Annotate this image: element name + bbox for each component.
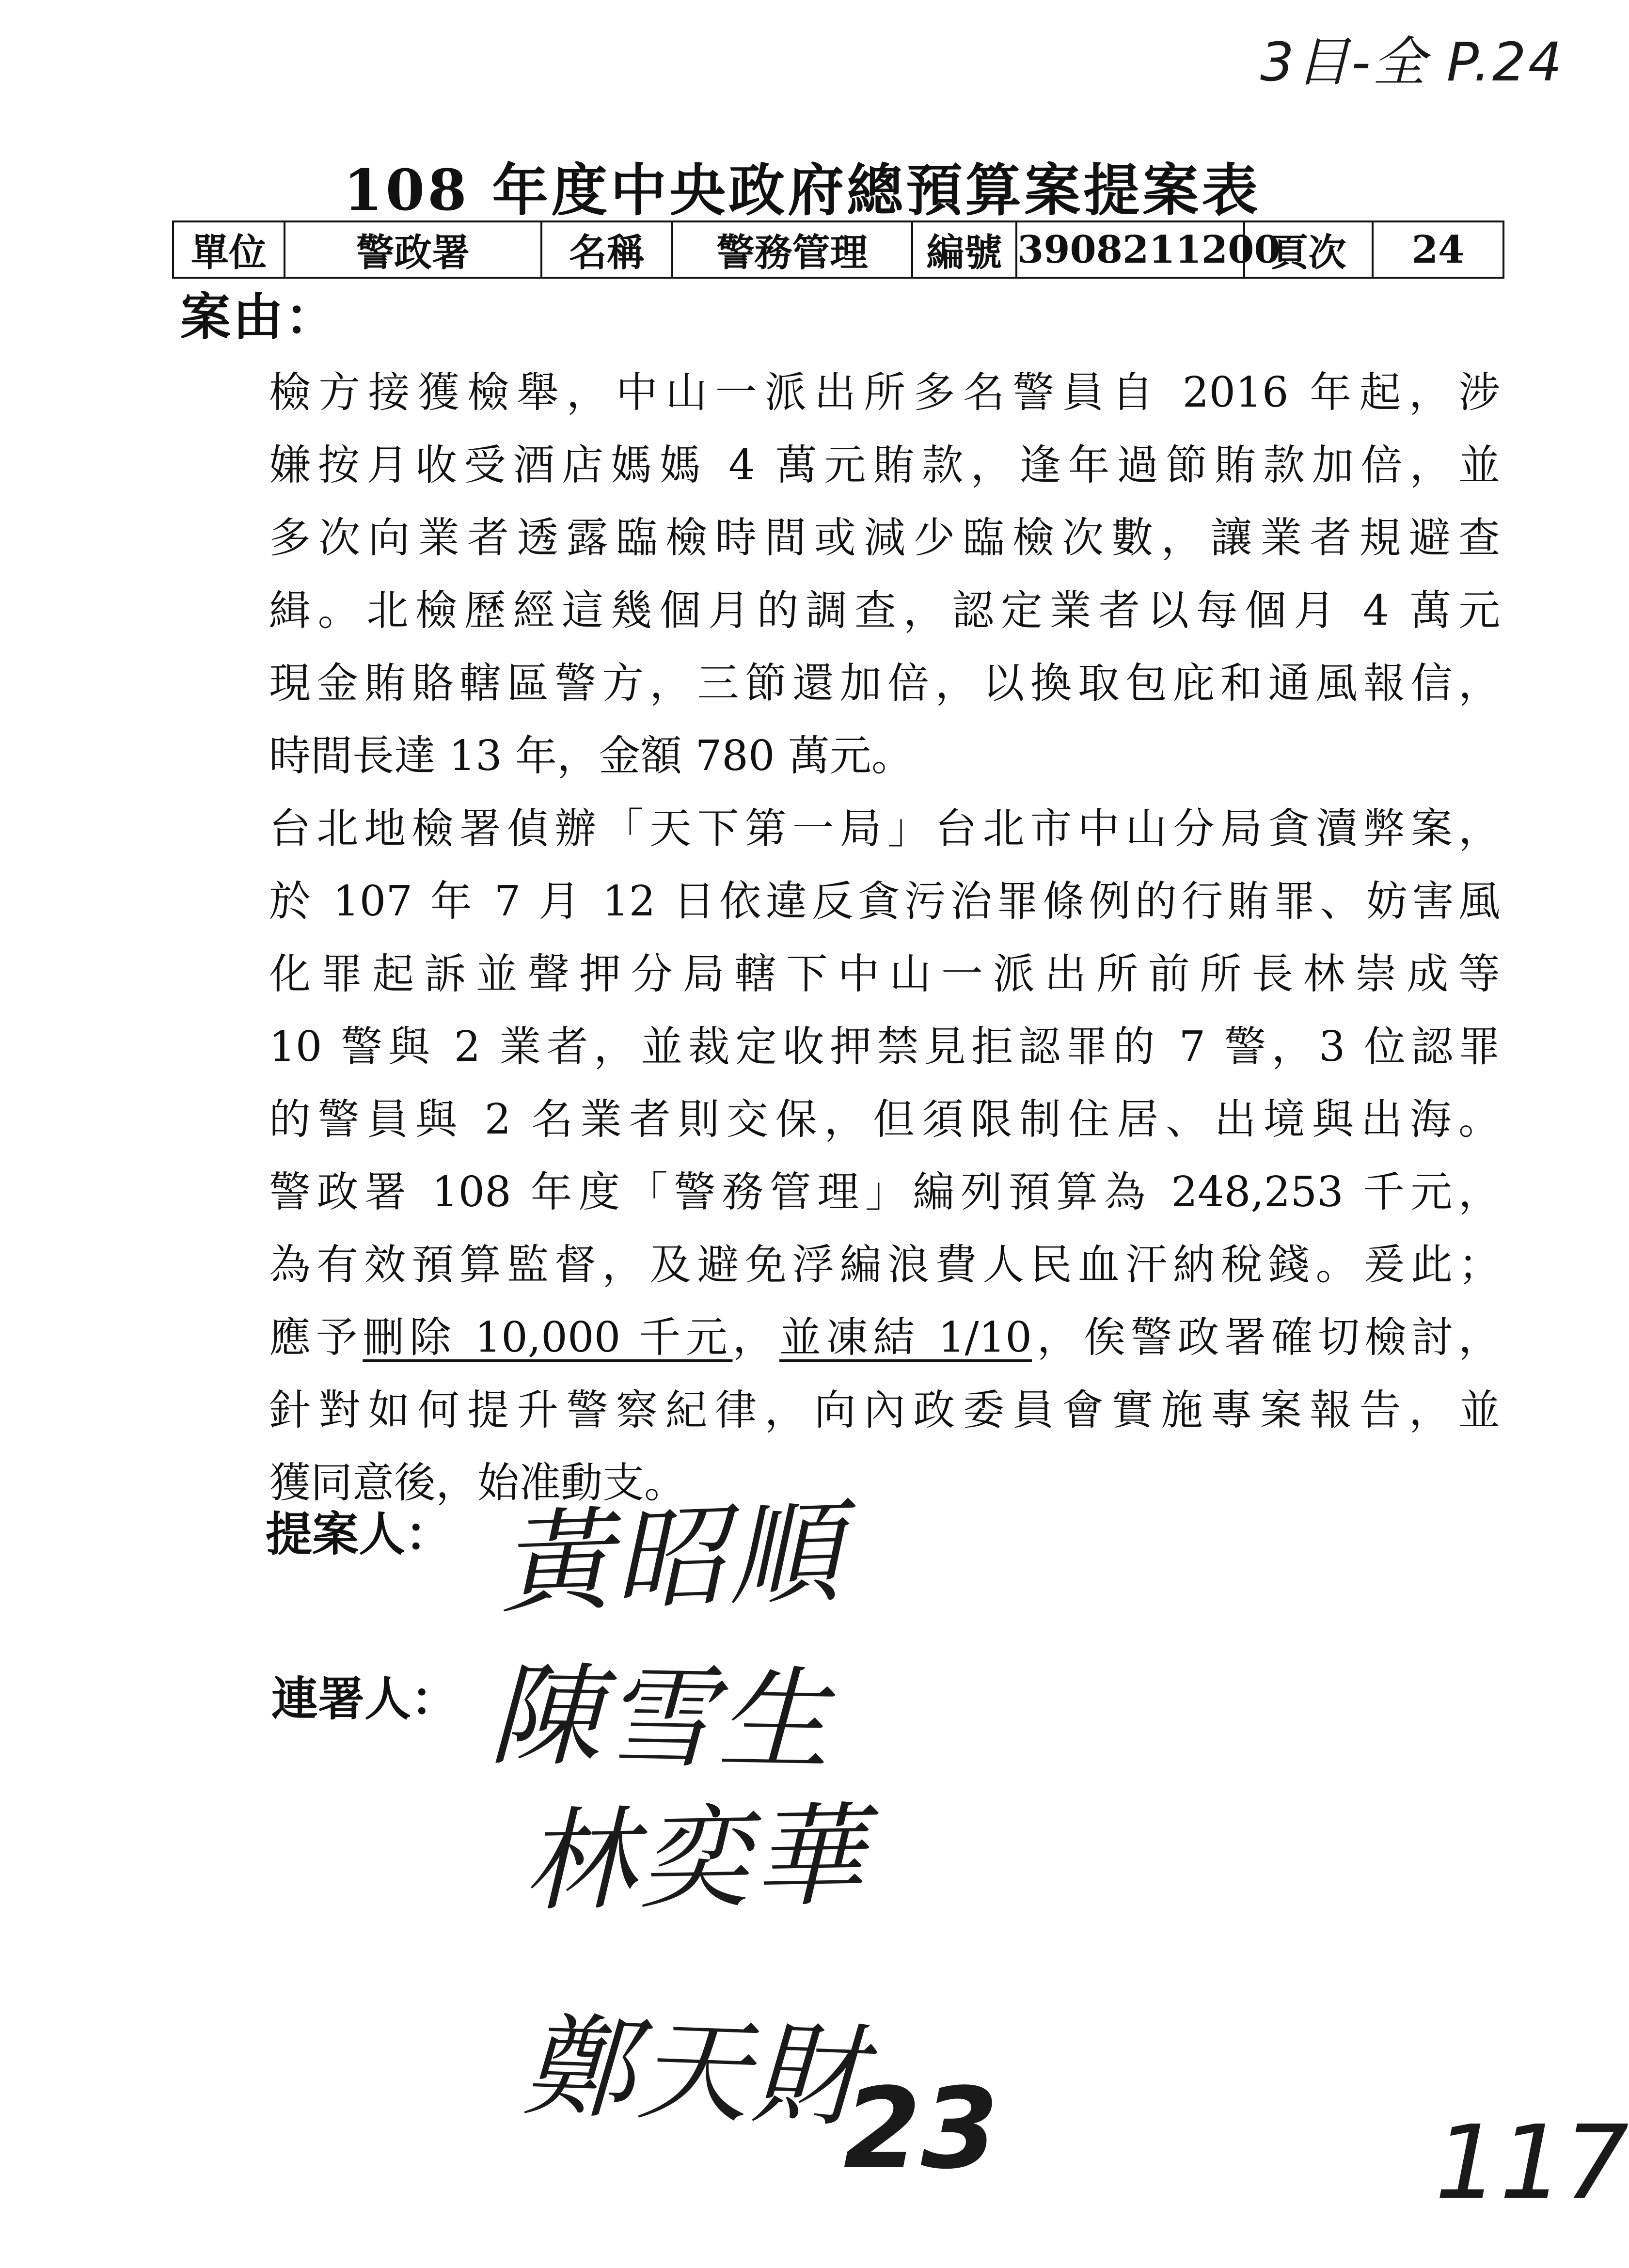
reason-label: 案由： xyxy=(180,287,338,346)
proposer-signature: 黃昭順 xyxy=(497,1488,845,1630)
cosigner-signature: 鄭天財 xyxy=(521,2001,869,2143)
reason-line: 於 107 年 7 月 12 日依違反貪污治罪條例的行賄罪、妨害風 xyxy=(269,877,1500,926)
reason-line: 台北地檢署偵辦「天下第一局」台北市中山分局貪瀆弊案， xyxy=(269,804,1500,853)
code-value: 3908211200 xyxy=(1016,221,1244,278)
reason-body xyxy=(269,356,1500,1519)
resolution-text: 應予 xyxy=(269,1313,363,1362)
proposer-label: 提案人： xyxy=(266,1507,452,1561)
freeze-ratio-underlined: 並凍結 1/10 xyxy=(779,1313,1032,1362)
handwritten-number-center: 23 xyxy=(843,2064,999,2194)
info-table xyxy=(172,220,1504,279)
name-label: 名稱 xyxy=(541,221,672,278)
reason-line: 多次向業者透露臨檢時間或減少臨檢次數，讓業者規避查 xyxy=(269,514,1500,562)
reason-line: 警政署 108 年度「警務管理」編列預算為 248,253 千元， xyxy=(269,1168,1500,1216)
reason-line: 嫌按月收受酒店媽媽 4 萬元賄款，逢年過節賄款加倍，並 xyxy=(269,441,1500,489)
handwritten-page-reference: 3目-全 P.24 xyxy=(1260,31,1564,93)
reason-line: 獲同意後，始准動支。 xyxy=(269,1459,686,1507)
page-label: 頁次 xyxy=(1244,221,1373,278)
code-label: 編號 xyxy=(912,221,1016,278)
handwritten-number-right: 117 xyxy=(1435,2103,1629,2222)
cosigner-signature: 林奕華 xyxy=(522,1791,868,1927)
cosigner-label: 連署人： xyxy=(271,1671,458,1726)
info-table-row xyxy=(173,221,1503,278)
reason-line: 檢方接獲檢舉，中山一派出所多名警員自 2016 年起，涉 xyxy=(269,368,1500,417)
reason-line: 為有效預算監督，及避免浮編浪費人民血汗納稅錢。爰此； xyxy=(269,1241,1500,1289)
document-title: 108 年度中央政府總預算案提案表 xyxy=(343,158,1261,223)
cosigner-signature: 陳雪生 xyxy=(488,1651,834,1787)
reason-line-resolution xyxy=(269,1301,1500,1374)
deletion-amount-underlined: 刪除 10,000 千元 xyxy=(363,1313,733,1362)
page-value: 24 xyxy=(1373,221,1503,278)
reason-line: 緝。北檢歷經這幾個月的調查，認定業者以每個月 4 萬元 xyxy=(269,586,1500,635)
unit-value: 警政署 xyxy=(285,221,541,278)
unit-label: 單位 xyxy=(173,221,285,278)
reason-line: 時間長達 13 年，金額 780 萬元。 xyxy=(269,732,913,780)
resolution-text: ，俟警政署確切檢討， xyxy=(1031,1313,1501,1362)
reason-line: 10 警與 2 業者，並裁定收押禁見拒認罪的 7 警，3 位認罪 xyxy=(269,1023,1500,1071)
reason-line: 針對如何提升警察紀律，向內政委員會實施專案報告，並 xyxy=(269,1386,1500,1434)
reason-line: 現金賄賂轄區警方，三節還加倍，以換取包庇和通風報信， xyxy=(269,659,1500,708)
resolution-text: ， xyxy=(732,1313,780,1362)
name-value: 警務管理 xyxy=(672,221,912,278)
reason-line: 化罪起訴並聲押分局轄下中山一派出所前所長林崇成等 xyxy=(269,950,1500,998)
reason-line: 的警員與 2 名業者則交保，但須限制住居、出境與出海。 xyxy=(269,1095,1500,1144)
